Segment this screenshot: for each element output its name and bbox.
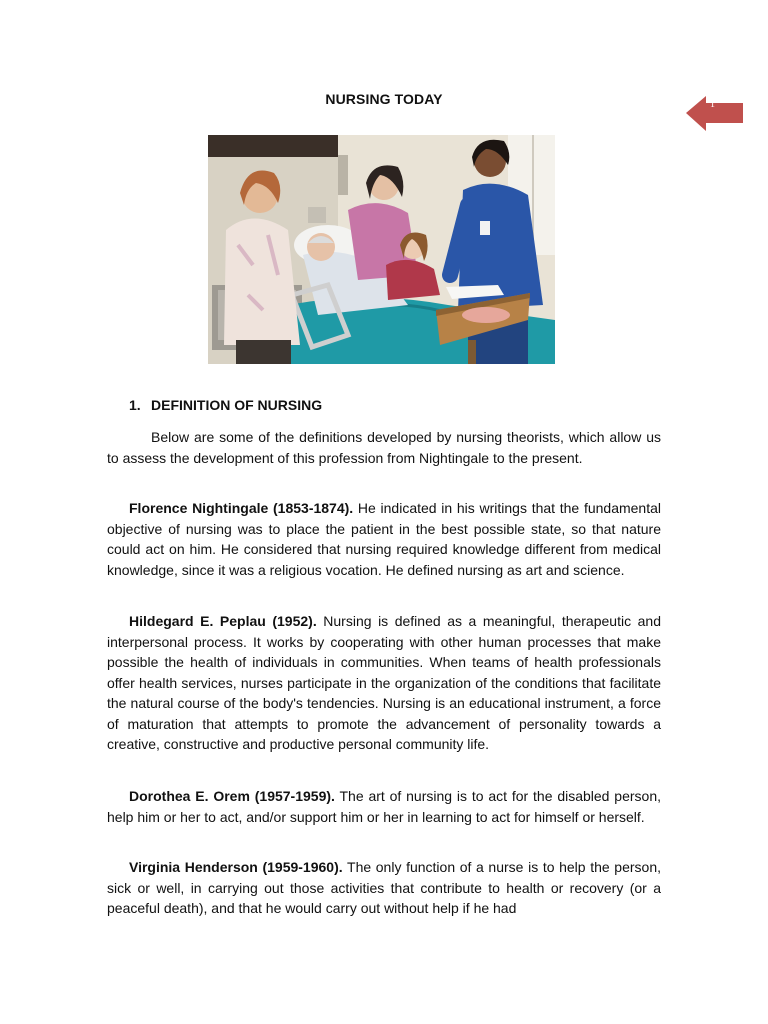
definition-text: He indicated in his writings that the fundamental objective of nursing was to place the patient in the best possible state, so that nature could act on him. He considered that nursing required knowledge different from medical knowledge, since it was a religious vocation. He defined nursing as art and science.: [107, 500, 661, 578]
page-number: 1: [710, 99, 715, 110]
definition-text: The art of nursing is to act for the disabled person, help him or her to act, and/or support him or her in learning to act for himself or herself.: [107, 788, 661, 825]
definition-text: Nursing is defined as a meaningful, therapeutic and interpersonal process. It works by cooperating with other human processes that make possible the health of individuals in communities. When teams of health professionals offer health services, nurses participate in the organization of the conditions that facilitate the natural course of the body's tendencies. Nursing is an educational instrument, a force of maturation that attempts to promote the advancement of personality towards a creative, constructive and productive personal community life.: [107, 613, 661, 752]
nursing-photo: [208, 135, 555, 364]
section-heading: [129, 397, 322, 413]
theorist-name: Florence Nightingale (1853-1874).: [129, 500, 354, 516]
section-number: 1.: [129, 397, 141, 413]
left-arrow-icon: [686, 96, 744, 132]
section-heading-text: DEFINITION OF NURSING: [151, 397, 323, 413]
definition-paragraph: [107, 857, 661, 919]
definition-paragraph: [107, 498, 661, 580]
intro-paragraph: Below are some of the definitions developed by nursing theorists, which allow us to assess the development of this profession from Nightingale to the present.: [107, 429, 661, 466]
theorist-name: Hildegard E. Peplau (1952).: [129, 613, 317, 629]
definition-paragraph: [107, 786, 661, 827]
definition-text: The only function of a nurse is to help the person, sick or well, in carrying out those activities that contribute to health or recovery (or a peaceful death), and that he would carry out without help if he had: [107, 859, 661, 916]
definition-paragraph: [107, 611, 661, 755]
page-marker: [686, 96, 744, 132]
page-title: NURSING TODAY: [325, 91, 443, 107]
theorist-name: Virginia Henderson (1959-1960).: [129, 859, 343, 875]
theorist-name: Dorothea E. Orem (1957-1959).: [129, 788, 335, 804]
